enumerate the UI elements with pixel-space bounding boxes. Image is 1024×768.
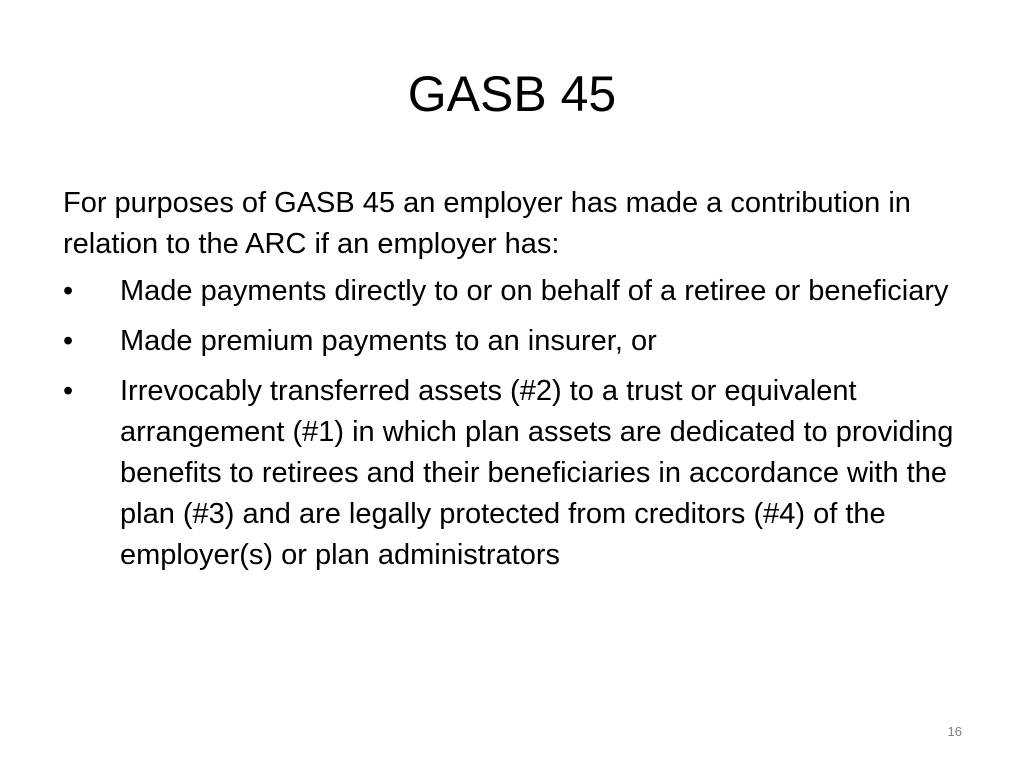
slide-title: GASB 45 [407,66,617,122]
bullet-item [63,371,973,576]
bullet-icon: • [63,375,74,407]
bullet-item [63,321,973,362]
bullet-icon: • [63,325,74,357]
bullet-text: Irrevocably transferred assets (#2) to a trust or equivalent arrangement (#1) in which plan assets are dedicated to providing benefits to retirees and their beneficiaries in accordance with the plan (#3) and are legally protected from creditors (#4) of the employer(s) or plan administrators [120,375,954,571]
bullet-item [63,271,973,312]
bullet-text: Made premium payments to an insurer, or [120,325,657,357]
bullet-text: Made payments directly to or on behalf of a retiree or beneficiary [120,275,949,307]
page-number: 16 [947,724,962,739]
bullet-icon: • [63,275,74,307]
slide-body [63,183,973,585]
bullet-list [63,271,973,576]
intro-paragraph: For purposes of GASB 45 an employer has made a contribution in relation to the ARC if an employer has: [63,187,911,260]
